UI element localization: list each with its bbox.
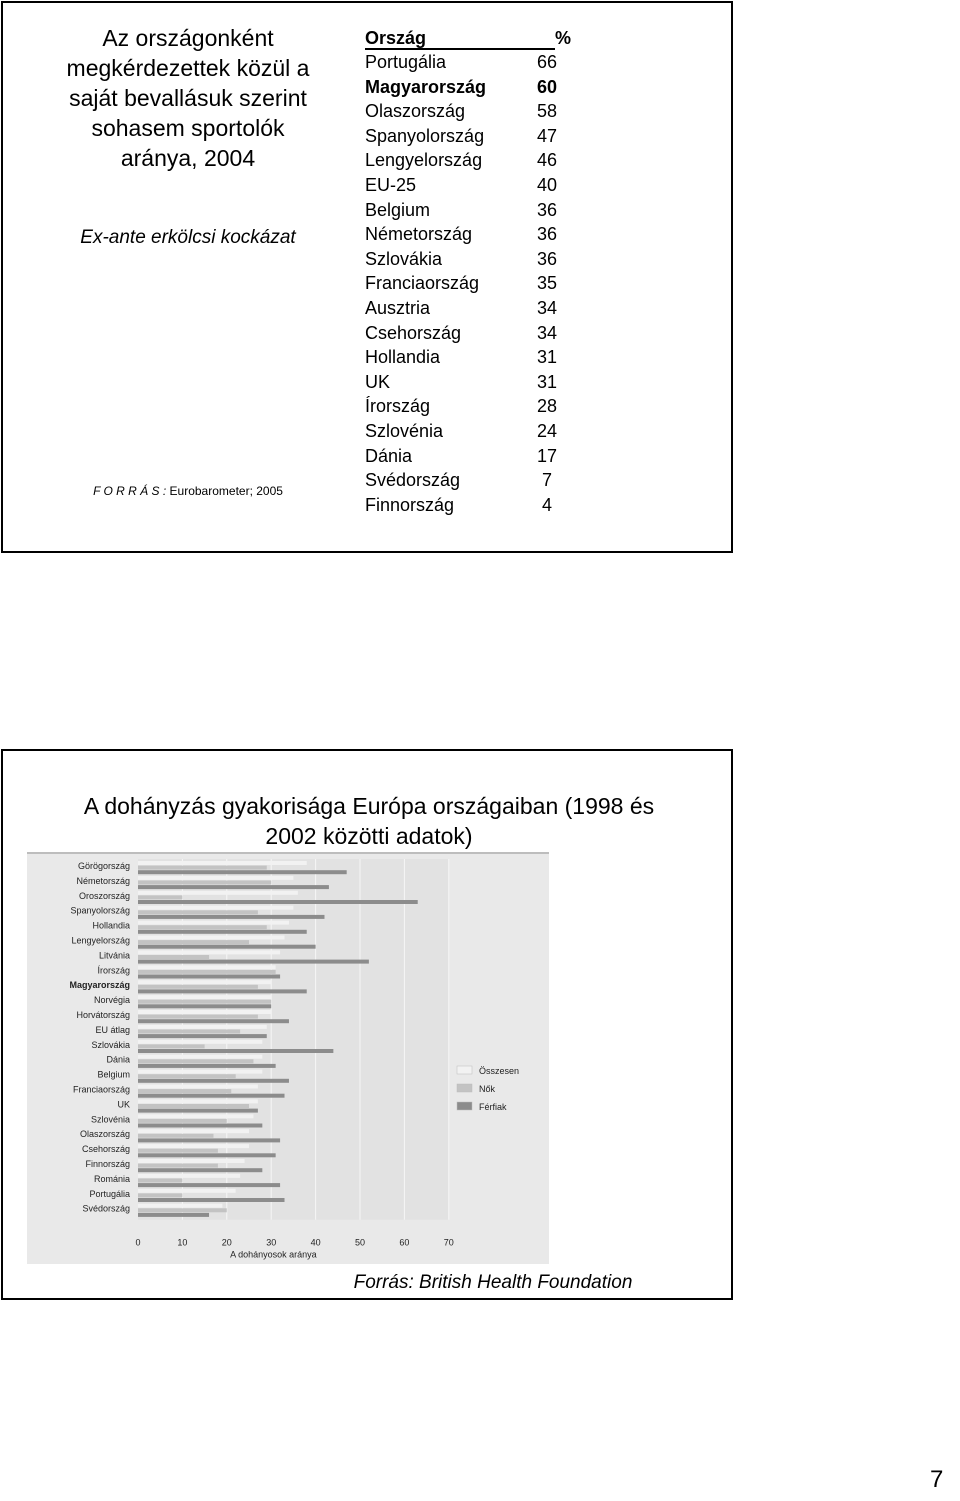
bar-Férfiak xyxy=(138,900,418,904)
bar-Összesen xyxy=(138,921,289,925)
table-row xyxy=(365,345,575,370)
country-name: Németország xyxy=(365,224,473,245)
slide1-source xyxy=(33,484,343,498)
table-row xyxy=(365,198,575,223)
category-label: Írország xyxy=(97,965,130,976)
header-country: Ország xyxy=(365,26,555,50)
category-label: Szlovénia xyxy=(90,1114,130,1125)
country-value: 34 xyxy=(536,322,558,343)
source-label: F O R R Á S : xyxy=(93,484,170,498)
table-row xyxy=(365,296,575,321)
country-name: Dánia xyxy=(365,445,413,466)
country-value: 7 xyxy=(541,470,552,491)
title-line: saját bevallásuk szerint xyxy=(69,85,307,111)
category-label: UK xyxy=(117,1099,130,1110)
category-label: Portugália xyxy=(89,1188,130,1199)
bar-Nők xyxy=(138,1134,213,1138)
slide1-subtitle: Ex-ante erkölcsi kockázat xyxy=(80,227,296,248)
slide1-title xyxy=(33,23,343,173)
bar-Összesen xyxy=(138,1204,222,1208)
bar-Összesen xyxy=(138,891,298,895)
bar-Férfiak xyxy=(138,975,280,979)
category-label: Németország xyxy=(76,875,130,886)
country-name: Magyarország xyxy=(365,76,487,97)
category-label: Oroszország xyxy=(78,890,130,901)
title-line: Az országonként xyxy=(102,25,274,51)
bar-Férfiak xyxy=(138,945,316,949)
country-value: 35 xyxy=(536,273,558,294)
x-axis-label: A dohányosok aránya xyxy=(230,1249,317,1260)
bar-Összesen xyxy=(138,1144,249,1148)
category-label: Dánia xyxy=(106,1054,130,1065)
table-row xyxy=(365,370,575,395)
country-value: 66 xyxy=(536,52,558,72)
title-line: 2002 közötti adatok) xyxy=(265,823,473,849)
country-name: Olaszország xyxy=(365,101,466,122)
bar-Férfiak xyxy=(138,1079,289,1083)
country-value: 46 xyxy=(536,150,558,171)
bar-Összesen xyxy=(138,995,271,999)
table-row xyxy=(365,493,575,518)
category-label: Spanyolország xyxy=(70,905,130,916)
category-label: Olaszország xyxy=(79,1129,130,1140)
bar-Férfiak xyxy=(138,960,369,964)
bar-Nők xyxy=(138,1015,258,1019)
bar-Nők xyxy=(138,895,182,899)
bar-Összesen xyxy=(138,861,307,865)
category-label: Finnország xyxy=(85,1159,130,1169)
bar-Nők xyxy=(138,925,267,929)
bar-Összesen xyxy=(138,1085,258,1089)
bar-Férfiak xyxy=(138,1094,285,1098)
category-label: Hollandia xyxy=(92,920,130,931)
bar-Nők xyxy=(138,1074,236,1078)
bar-Férfiak xyxy=(138,1019,289,1023)
table-body xyxy=(365,50,575,517)
country-value: 4 xyxy=(541,494,552,515)
country-name: Svédország xyxy=(365,470,461,491)
legend-label: Férfiak xyxy=(479,1102,507,1112)
country-value: 58 xyxy=(536,101,558,122)
table-row xyxy=(365,247,575,272)
bar-Összesen xyxy=(138,1159,245,1163)
country-table xyxy=(365,26,575,517)
title-line: sohasem sportolók xyxy=(91,115,285,141)
bar-Nők xyxy=(138,1044,205,1048)
source-publisher: Eurobarometer; 2005 xyxy=(169,484,283,498)
x-tick-label: 10 xyxy=(177,1237,188,1248)
country-value: 34 xyxy=(536,297,558,318)
bar-Nők xyxy=(138,1059,253,1063)
title-line: A dohányzás gyakorisága Európa országaiban (1998 és xyxy=(83,793,655,819)
bar-Nők xyxy=(138,985,258,989)
country-name: Írország xyxy=(365,396,431,417)
slide2-title xyxy=(13,791,725,851)
category-label: Lengyelország xyxy=(71,935,130,946)
chart-svg xyxy=(27,854,549,1264)
bar-Összesen xyxy=(138,950,280,954)
bar-Nők xyxy=(138,1149,218,1153)
country-value: 40 xyxy=(536,174,558,195)
table-row xyxy=(365,173,575,198)
bar-Összesen xyxy=(138,876,293,880)
table-row xyxy=(365,148,575,173)
bar-Férfiak xyxy=(138,1049,333,1053)
bar-Férfiak xyxy=(138,870,347,874)
bar-Nők xyxy=(138,970,276,974)
country-name: UK xyxy=(365,371,391,392)
x-tick-label: 60 xyxy=(399,1237,410,1248)
bar-Férfiak xyxy=(138,1198,285,1202)
country-value: 17 xyxy=(536,445,558,466)
bar-Nők xyxy=(138,1030,240,1034)
bar-Összesen xyxy=(138,1114,253,1118)
category-label: Litvánia xyxy=(98,950,130,961)
bar-Férfiak xyxy=(138,1124,262,1128)
bar-Nők xyxy=(138,1089,231,1093)
table-row xyxy=(365,75,575,100)
bar-Férfiak xyxy=(138,1109,258,1113)
x-tick-label: 20 xyxy=(221,1237,232,1248)
bar-Nők xyxy=(138,1208,227,1212)
category-label: Norvégia xyxy=(93,995,130,1006)
country-name: Lengyelország xyxy=(365,150,483,171)
country-name: Finnország xyxy=(365,494,455,515)
country-value: 47 xyxy=(536,125,558,146)
bar-Férfiak xyxy=(138,1064,276,1068)
bar-Összesen xyxy=(138,1129,249,1133)
country-name: Ausztria xyxy=(365,297,431,318)
bar-Nők xyxy=(138,1000,271,1004)
bar-Férfiak xyxy=(138,1153,276,1157)
category-label: Szlovákia xyxy=(91,1039,130,1050)
country-name: Csehország xyxy=(365,322,462,343)
bar-Férfiak xyxy=(138,885,329,889)
bar-Összesen xyxy=(138,1055,262,1059)
legend-label: Nők xyxy=(479,1084,496,1094)
table-row xyxy=(365,419,575,444)
bar-Nők xyxy=(138,866,267,870)
bar-Férfiak xyxy=(138,915,324,919)
bar-Nők xyxy=(138,1179,182,1183)
category-label: Magyarország xyxy=(69,980,130,991)
legend-label: Összesen xyxy=(479,1066,520,1076)
bar-Nők xyxy=(138,955,209,959)
country-value: 36 xyxy=(536,224,558,245)
bar-Férfiak xyxy=(138,989,307,993)
page-number: 7 xyxy=(930,1466,944,1493)
title-line: aránya, 2004 xyxy=(120,145,256,171)
table-row xyxy=(365,99,575,124)
title-line: megkérdezettek közül a xyxy=(66,55,310,81)
country-name: Franciaország xyxy=(365,273,480,294)
category-label: Horvátország xyxy=(76,1010,130,1020)
country-value: 31 xyxy=(536,371,558,392)
table-header xyxy=(365,26,575,50)
bar-Férfiak xyxy=(138,1183,280,1187)
bar-Nők xyxy=(138,881,271,885)
country-value: 36 xyxy=(536,199,558,220)
legend-swatch xyxy=(457,1066,472,1074)
smoking-chart xyxy=(27,852,549,1264)
bar-Férfiak xyxy=(138,1034,267,1038)
bar-Összesen xyxy=(138,1025,267,1029)
country-value: 60 xyxy=(536,76,558,97)
bar-Nők xyxy=(138,1119,227,1123)
x-tick-label: 40 xyxy=(310,1237,321,1248)
x-tick-label: 70 xyxy=(443,1237,454,1248)
bar-Férfiak xyxy=(138,930,307,934)
bar-Férfiak xyxy=(138,1168,262,1172)
bar-Nők xyxy=(138,1164,218,1168)
table-row xyxy=(365,444,575,469)
bar-Összesen xyxy=(138,980,271,984)
category-label: Románia xyxy=(93,1173,130,1184)
country-name: Portugália xyxy=(365,52,447,72)
country-value: 28 xyxy=(536,396,558,417)
country-name: Szlovénia xyxy=(365,420,444,441)
bar-Nők xyxy=(138,1193,182,1197)
bar-Összesen xyxy=(138,1099,258,1103)
bar-Nők xyxy=(138,940,249,944)
country-name: Belgium xyxy=(365,199,431,220)
x-tick-label: 30 xyxy=(266,1237,277,1248)
country-value: 36 xyxy=(536,248,558,269)
table-row xyxy=(365,124,575,149)
bar-Összesen xyxy=(138,1189,236,1193)
country-name: Spanyolország xyxy=(365,125,485,146)
country-value: 24 xyxy=(536,420,558,441)
bar-Összesen xyxy=(138,1070,262,1074)
bar-Összesen xyxy=(138,1040,262,1044)
bar-Összesen xyxy=(138,1174,240,1178)
category-label: Belgium xyxy=(97,1069,130,1080)
category-label: Görögország xyxy=(77,861,130,871)
x-tick-label: 50 xyxy=(354,1237,366,1248)
bar-Férfiak xyxy=(138,1004,271,1008)
bar-Összesen xyxy=(138,906,293,910)
bar-Nők xyxy=(138,1104,249,1108)
category-label: Csehország xyxy=(81,1144,130,1155)
header-percent: % xyxy=(555,28,572,48)
table-row xyxy=(365,321,575,346)
slide-sport-table xyxy=(1,1,733,553)
x-tick-label: 0 xyxy=(135,1237,141,1248)
country-name: EU-25 xyxy=(365,174,417,195)
table-row xyxy=(365,394,575,419)
bar-Férfiak xyxy=(138,1138,280,1142)
slide-smoking-chart xyxy=(1,749,733,1300)
country-name: Szlovákia xyxy=(365,248,443,269)
table-row xyxy=(365,468,575,493)
country-value: 31 xyxy=(536,347,558,368)
legend-swatch xyxy=(457,1102,472,1110)
slide2-source: Forrás: British Health Foundation xyxy=(353,1272,633,1293)
country-name: Hollandia xyxy=(365,347,441,368)
category-label: Franciaország xyxy=(72,1084,130,1095)
table-row xyxy=(365,50,575,75)
category-label: EU átlag xyxy=(95,1024,130,1035)
bar-Összesen xyxy=(138,936,285,940)
bar-Nők xyxy=(138,910,258,914)
table-row xyxy=(365,222,575,247)
legend-swatch xyxy=(457,1084,472,1092)
table-row xyxy=(365,271,575,296)
bar-Összesen xyxy=(138,1010,271,1014)
category-label: Svédország xyxy=(82,1203,130,1214)
bar-Férfiak xyxy=(138,1213,209,1217)
bar-Összesen xyxy=(138,965,276,969)
